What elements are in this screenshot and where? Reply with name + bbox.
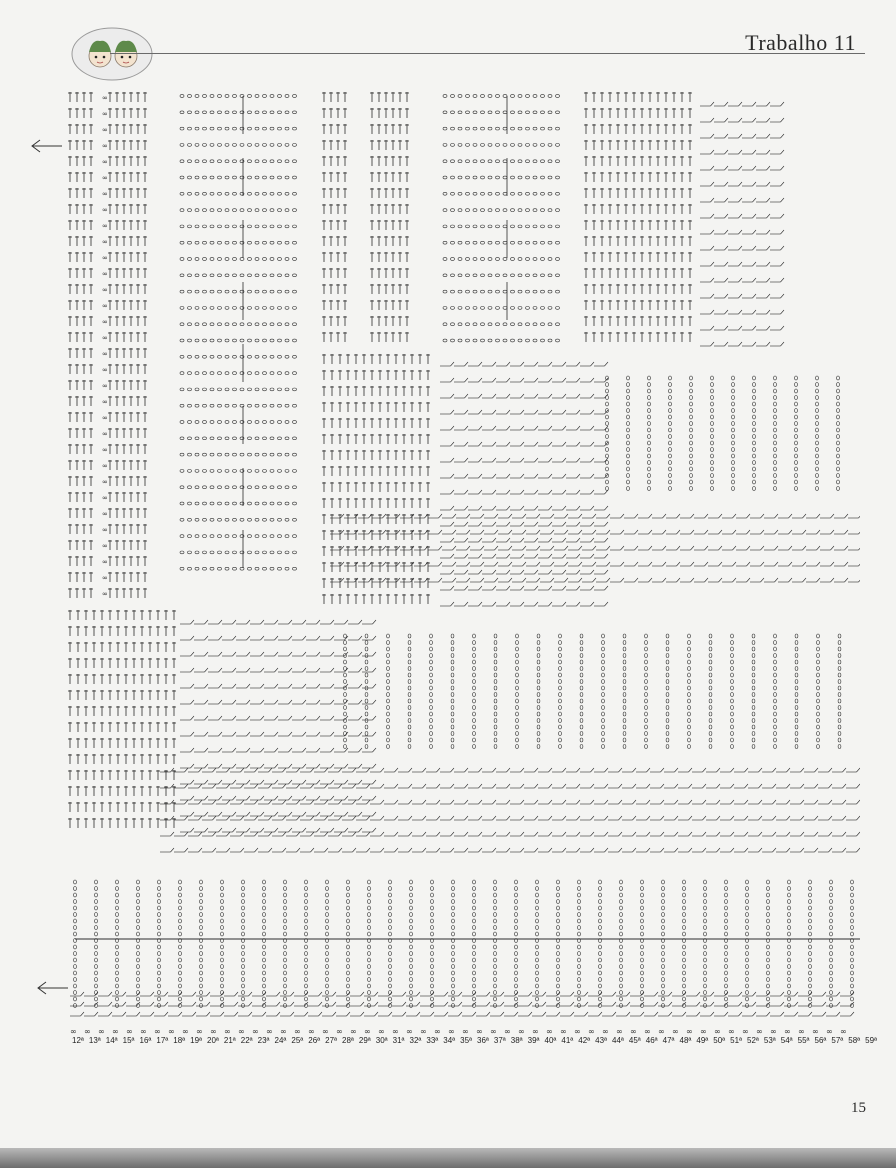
- row-label: 31ª: [392, 1036, 405, 1045]
- row-label: 26ª: [308, 1036, 321, 1045]
- row-label: 39ª: [527, 1036, 540, 1045]
- row-label: 49ª: [696, 1036, 709, 1045]
- svg-text:∞: ∞: [102, 206, 108, 214]
- row-label: 42ª: [578, 1036, 591, 1045]
- left-arrow-icon: [30, 139, 64, 153]
- page-bottom-shadow: [0, 1148, 896, 1168]
- svg-text:∞: ∞: [102, 478, 108, 486]
- row-label: 55ª: [797, 1036, 810, 1045]
- svg-text:∞: ∞: [102, 542, 108, 550]
- row-label: 38ª: [510, 1036, 523, 1045]
- row-label: 33ª: [426, 1036, 439, 1045]
- svg-text:∞: ∞: [102, 142, 108, 150]
- row-label: 45ª: [628, 1036, 641, 1045]
- svg-text:∞: ∞: [102, 446, 108, 454]
- svg-text:∞: ∞: [102, 494, 108, 502]
- page-title: Trabalho 11: [745, 30, 856, 55]
- svg-text:∞: ∞: [102, 382, 108, 390]
- svg-text:∞: ∞: [102, 190, 108, 198]
- row-label: 24ª: [274, 1036, 287, 1045]
- row-label: 32ª: [409, 1036, 422, 1045]
- svg-text:∞: ∞: [102, 334, 108, 342]
- row-label: 35ª: [460, 1036, 472, 1045]
- row-label: 44ª: [612, 1036, 624, 1045]
- svg-text:∞: ∞: [102, 558, 108, 566]
- row-label: 29ª: [358, 1036, 371, 1045]
- svg-text:∞: ∞: [102, 318, 108, 326]
- row-label: 27ª: [325, 1036, 337, 1045]
- row-label: 18ª: [173, 1036, 186, 1045]
- row-label: 37ª: [493, 1036, 506, 1045]
- svg-text:∞: ∞: [102, 286, 108, 294]
- row-label: 57ª: [831, 1036, 844, 1045]
- svg-text:∞: ∞: [102, 158, 108, 166]
- row-label: 58ª: [848, 1036, 861, 1045]
- row-label: 25ª: [291, 1036, 304, 1045]
- row-label: 46ª: [645, 1036, 658, 1045]
- row-label: 34ª: [443, 1036, 456, 1045]
- svg-text:∞: ∞: [102, 110, 108, 118]
- row-label: 13ª: [88, 1036, 101, 1045]
- row-label: 59ª: [865, 1036, 877, 1045]
- row-label: 47ª: [662, 1036, 675, 1045]
- row-label: 16ª: [139, 1036, 152, 1045]
- row-label: 54ª: [780, 1036, 793, 1045]
- row-label: 30ª: [375, 1036, 388, 1045]
- row-label: 12ª: [72, 1036, 84, 1045]
- svg-text:∞: ∞: [102, 270, 108, 278]
- row-label: 48ª: [679, 1036, 692, 1045]
- row-label: 53ª: [763, 1036, 776, 1045]
- row-label: 41ª: [561, 1036, 574, 1045]
- svg-text:∞: ∞: [102, 590, 108, 598]
- row-label: 56ª: [814, 1036, 827, 1045]
- row-label: 21ª: [223, 1036, 236, 1045]
- svg-text:∞: ∞: [102, 238, 108, 246]
- svg-text:∞: ∞: [102, 430, 108, 438]
- svg-text:∞: ∞: [102, 462, 108, 470]
- row-label: 50ª: [713, 1036, 726, 1045]
- svg-text:∞: ∞: [102, 414, 108, 422]
- svg-text:∞: ∞: [102, 510, 108, 518]
- row-label: 28ª: [342, 1036, 354, 1045]
- svg-text:∞: ∞: [102, 126, 108, 134]
- svg-text:∞: ∞: [102, 254, 108, 262]
- row-label: 19ª: [190, 1036, 202, 1045]
- svg-text:∞: ∞: [102, 350, 108, 358]
- svg-text:∞: ∞: [102, 574, 108, 582]
- row-label: 14ª: [105, 1036, 118, 1045]
- row-label: 52ª: [747, 1036, 759, 1045]
- row-label: 20ª: [207, 1036, 219, 1045]
- row-number-labels: [60, 1036, 877, 1050]
- stitch-symbols: [68, 92, 860, 1034]
- row-label: 15ª: [122, 1036, 135, 1045]
- svg-text:∞: ∞: [102, 94, 108, 102]
- crochet-chart: [60, 84, 860, 1034]
- twin-doll-faces-logo: [70, 26, 154, 82]
- row-label: 43ª: [595, 1036, 607, 1045]
- row-label: 36ª: [477, 1036, 489, 1045]
- svg-text:∞: ∞: [102, 174, 108, 182]
- svg-text:∞: ∞: [102, 526, 108, 534]
- row-label: 23ª: [257, 1036, 270, 1045]
- svg-text:∞: ∞: [102, 222, 108, 230]
- row-label: 51ª: [730, 1036, 742, 1045]
- svg-text:∞: ∞: [102, 398, 108, 406]
- svg-text:∞: ∞: [102, 366, 108, 374]
- page-number: 15: [851, 1100, 866, 1116]
- row-label: 40ª: [544, 1036, 557, 1045]
- row-label: 17ª: [156, 1036, 169, 1045]
- row-label: 22ª: [240, 1036, 253, 1045]
- svg-text:∞: ∞: [102, 302, 108, 310]
